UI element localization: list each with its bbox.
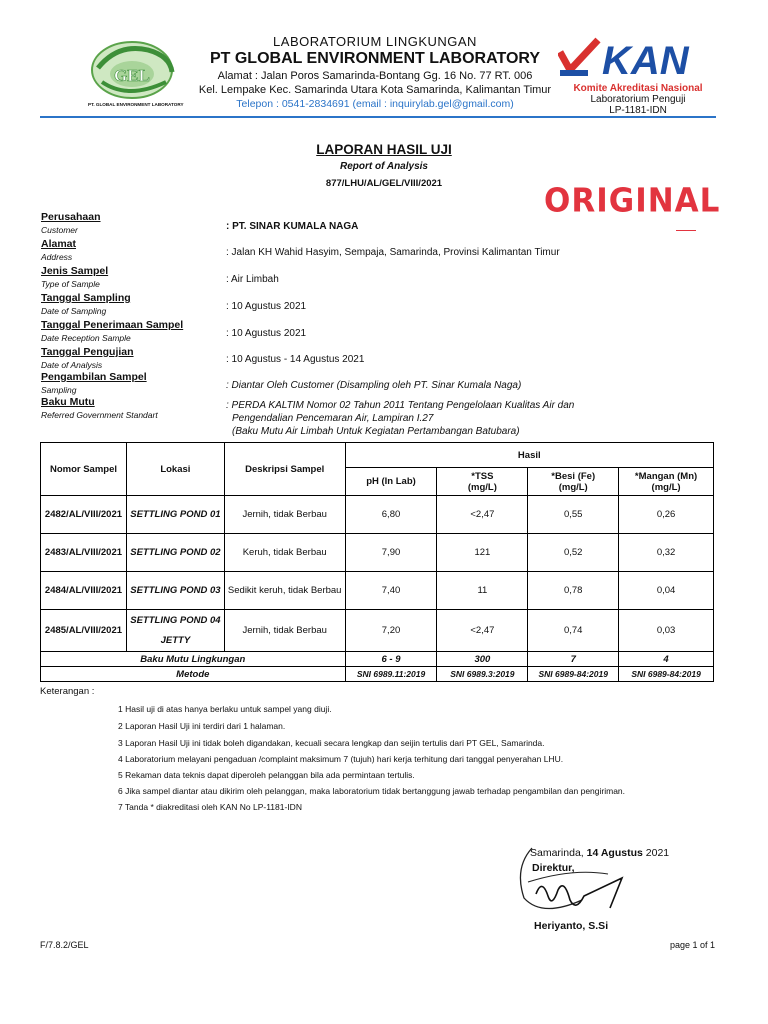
standard-mn: 4 (619, 652, 714, 667)
cell-fe: 0,78 (528, 572, 619, 610)
kan-committee: Komite Akreditasi Nasional (573, 83, 703, 94)
cell-sample-no: 2482/AL/VIII/2021 (41, 496, 127, 534)
address-value: : Jalan KH Wahid Hasyim, Sempaja, Samarinda, Provinsi Kalimantan Timur (226, 247, 560, 258)
report-title-block (184, 142, 584, 189)
letterhead (180, 34, 570, 110)
header-description: Deskripsi Sampel (224, 443, 345, 496)
address-label: Alamat Address (41, 238, 77, 262)
lab-name: LABORATORIUM LINGKUNGAN (273, 34, 477, 49)
table-row (41, 572, 714, 610)
header-sample-no: Nomor Sampel (41, 443, 127, 496)
header-mn: *Mangan (Mn) (mg/L) (619, 468, 714, 496)
cell-mn: 0,26 (619, 496, 714, 534)
header-fe: *Besi (Fe) (mg/L) (528, 468, 619, 496)
cell-description: Sedikit keruh, tidak Berbau (224, 572, 345, 610)
analysis-date-label: Tanggal Pengujian Date of Analysis (41, 346, 134, 370)
cell-location: SETTLING POND 04 JETTY (126, 610, 224, 652)
cell-ph: 7,90 (345, 534, 437, 572)
note-item: 7 Tanda * diakreditasi oleh KAN No LP-1181-IDN (118, 802, 302, 812)
standard-ph: 6 - 9 (345, 652, 437, 667)
address-line-2: Kel. Lempake Kec. Samarinda Utara Kota Samarinda, Kalimantan Timur (198, 84, 552, 96)
cell-fe: 0,52 (528, 534, 619, 572)
sample-type-label: Jenis Sampel Type of Sample (41, 265, 109, 289)
kan-logo-text: KAN (602, 39, 689, 78)
method-row (41, 667, 714, 682)
table-row (41, 496, 714, 534)
cell-mn: 0,04 (619, 572, 714, 610)
address-line-1: Alamat : Jalan Poros Samarinda-Bontang Gg. 16 No. 77 RT. 006 (217, 70, 533, 82)
company-name: PT GLOBAL ENVIRONMENT LABORATORY (209, 50, 541, 67)
report-title: LAPORAN HASIL UJI (316, 142, 452, 157)
customer-value: : PT. SINAR KUMALA NAGA (226, 221, 359, 232)
method-fe: SNI 6989-84:2019 (528, 667, 619, 682)
standard-value-line-3: (Baku Mutu Air Limbah Untuk Kegiatan Pertambangan Batubara) (232, 426, 520, 437)
telephone-line: Telepon : 0541-2834691 (email : inquirylab.gel@gmail.com) (236, 98, 514, 110)
standard-label: Baku Mutu Referred Government Standart (41, 396, 158, 420)
signature-name: Heriyanto, S.Si (534, 920, 609, 932)
cell-description: Jernih, tidak Berbau (224, 496, 345, 534)
kan-logo (558, 36, 718, 116)
method-ph: SNI 6989.11:2019 (345, 667, 437, 682)
standard-row-label: Baku Mutu Lingkungan (41, 652, 346, 667)
cell-sample-no: 2483/AL/VIII/2021 (41, 534, 127, 572)
standard-value-line-1: : PERDA KALTIM Nomor 02 Tahun 2011 Tentang Pengelolaan Kualitas Air dan (226, 400, 575, 411)
signature-role: Direktur, (532, 862, 575, 874)
table-row (41, 534, 714, 572)
report-subtitle: Report of Analysis (340, 161, 428, 172)
standard-fe: 7 (528, 652, 619, 667)
note-item: 5 Rekaman data teknis dapat diperoleh pelanggan bila ada permintaan tertulis. (118, 770, 415, 780)
method-mn: SNI 6989-84:2019 (619, 667, 714, 682)
cell-tss: 121 (437, 534, 528, 572)
cell-tss: <2,47 (437, 496, 528, 534)
gel-logo-text: GEL (114, 66, 150, 85)
header-result: Hasil (345, 443, 713, 468)
reception-date-label: Tanggal Penerimaan Sampel Date Reception Sample (41, 319, 184, 343)
note-item: 1 Hasil uji di atas hanya berlaku untuk sampel yang diuji. (118, 704, 332, 714)
cell-description: Jernih, tidak Berbau (224, 610, 345, 652)
notes-heading: Keterangan : (40, 686, 95, 697)
method-row-label: Metode (41, 667, 346, 682)
results-table (40, 442, 714, 682)
cell-location: SETTLING POND 03 (126, 572, 224, 610)
header-ph: pH (In Lab) (345, 468, 437, 496)
customer-label: Perusahaan Customer (41, 211, 101, 235)
cell-ph: 7,20 (345, 610, 437, 652)
gel-logo-caption: PT. GLOBAL ENVIRONMENT LABORATORY (88, 102, 184, 107)
note-item: 3 Laporan Hasil Uji ini tidak boleh digandakan, kecuali secara lengkap dan seijin tertulis dari PT GEL, Samarinda. (118, 738, 545, 748)
sampling-method-label: Pengambilan Sampel Sampling (41, 371, 147, 395)
page-number: page 1 of 1 (670, 940, 716, 950)
header-location: Lokasi (126, 443, 224, 496)
reception-date-value: : 10 Agustus 2021 (226, 328, 307, 339)
original-stamp: ORIGINAL (544, 182, 721, 220)
cell-sample-no: 2484/AL/VIII/2021 (41, 572, 127, 610)
sampling-date-value: : 10 Agustus 2021 (226, 301, 307, 312)
method-tss: SNI 6989.3:2019 (437, 667, 528, 682)
sample-type-value: : Air Limbah (226, 274, 279, 285)
signature-place-date: Samarinda, 14 Agustus 2021 (530, 847, 670, 859)
note-item: 2 Laporan Hasil Uji ini terdiri dari 1 halaman. (118, 721, 286, 731)
kan-number: LP-1181-IDN (609, 105, 667, 116)
kan-lab: Laboratorium Penguji (590, 94, 686, 105)
cell-fe: 0,55 (528, 496, 619, 534)
note-item: 4 Laboratorium melayani pengaduan /complaint maksimum 7 (tujuh) hari kerja terhitung dari tanggal penyerahan LHU. (118, 754, 564, 764)
cell-tss: <2,47 (437, 610, 528, 652)
analysis-date-value: : 10 Agustus - 14 Agustus 2021 (226, 354, 365, 365)
cell-ph: 6,80 (345, 496, 437, 534)
cell-location: SETTLING POND 01 (126, 496, 224, 534)
table-row (41, 610, 714, 652)
standard-tss: 300 (437, 652, 528, 667)
report-number: 877/LHU/AL/GEL/VIII/2021 (325, 178, 443, 189)
cell-mn: 0,32 (619, 534, 714, 572)
note-item: 6 Jika sampel diantar atau dikirim oleh pelanggan, maka laboratorium tidak bertanggung jawab terhadap pengambilan dan pengiriman. (118, 786, 626, 796)
standard-value-line-2: Pengendalian Pencemaran Air, Lampiran I.27 (232, 413, 434, 424)
header-divider (40, 116, 716, 118)
standard-value (226, 399, 726, 438)
form-code: F/7.8.2/GEL (40, 940, 89, 950)
cell-fe: 0,74 (528, 610, 619, 652)
sampling-date-label: Tanggal Sampling Date of Sampling (41, 292, 131, 316)
cell-ph: 7,40 (345, 572, 437, 610)
gel-logo (88, 38, 180, 110)
cell-tss: 11 (437, 572, 528, 610)
cell-location: SETTLING POND 02 (126, 534, 224, 572)
cell-mn: 0,03 (619, 610, 714, 652)
standard-row (41, 652, 714, 667)
sampling-method-value: : Diantar Oleh Customer (Disampling oleh PT. Sinar Kumala Naga) (226, 380, 522, 391)
cell-sample-no: 2485/AL/VIII/2021 (41, 610, 127, 652)
header-tss: *TSS (mg/L) (437, 468, 528, 496)
cell-description: Keruh, tidak Berbau (224, 534, 345, 572)
